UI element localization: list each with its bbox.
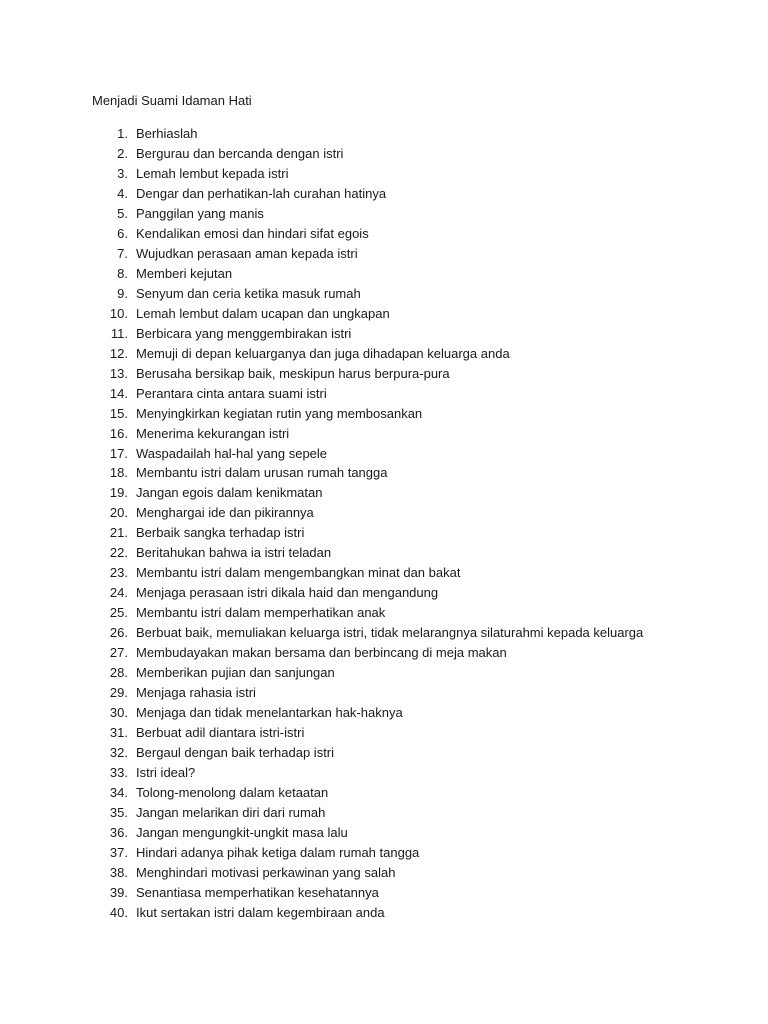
- item-text: Lemah lembut dalam ucapan dan ungkapan: [136, 305, 390, 321]
- list-item: [0, 523, 768, 543]
- item-text: Jangan mengungkit-ungkit masa lalu: [136, 824, 348, 840]
- item-number: 21.: [109, 525, 128, 541]
- item-text: Panggilan yang manis: [136, 205, 264, 221]
- item-text: Membantu istri dalam mengembangkan minat dan bakat: [136, 565, 461, 581]
- item-number: 23.: [109, 565, 128, 581]
- list-item: [0, 863, 768, 883]
- list-item: [0, 623, 768, 643]
- list-item: [0, 304, 768, 324]
- item-text: Menghindari motivasi perkawinan yang salah: [136, 864, 396, 880]
- list-item: [0, 563, 768, 583]
- item-number: 28.: [109, 665, 128, 681]
- item-number: 36.: [109, 824, 128, 840]
- item-text: Hindari adanya pihak ketiga dalam rumah tangga: [136, 844, 420, 860]
- list-item: [0, 763, 768, 783]
- item-text: Tolong-menolong dalam ketaatan: [136, 784, 329, 800]
- document-title: Menjadi Suami Idaman Hati: [92, 93, 252, 108]
- item-number: 15.: [109, 405, 128, 421]
- item-text: Menjaga rahasia istri: [136, 685, 256, 701]
- list-item: [0, 483, 768, 503]
- list-item: [0, 144, 768, 164]
- list-item: [0, 164, 768, 184]
- item-number: 2.: [117, 145, 128, 161]
- item-text: Perantara cinta antara suami istri: [136, 385, 327, 401]
- item-text: Beritahukan bahwa ia istri teladan: [136, 545, 332, 561]
- item-text: Membantu istri dalam urusan rumah tangga: [136, 465, 388, 481]
- item-text: Menerima kekurangan istri: [136, 425, 290, 441]
- item-text: Membudayakan makan bersama dan berbincang di meja makan: [136, 645, 507, 661]
- list-item: [0, 723, 768, 743]
- list-item: [0, 903, 768, 923]
- list-item: [0, 224, 768, 244]
- item-text: Memberikan pujian dan sanjungan: [136, 665, 335, 681]
- list-item: [0, 823, 768, 843]
- list-item: [0, 404, 768, 424]
- item-number: 1.: [117, 126, 128, 141]
- list-item: [0, 703, 768, 723]
- item-number: 37.: [109, 844, 128, 860]
- list-item: [0, 503, 768, 523]
- item-text: Menjaga dan tidak menelantarkan hak-haknya: [136, 705, 403, 721]
- list-item: [0, 783, 768, 803]
- item-number: 32.: [109, 745, 128, 761]
- item-number: 17.: [109, 445, 128, 461]
- item-text: Bergurau dan bercanda dengan istri: [136, 145, 344, 161]
- list-item: [0, 843, 768, 863]
- item-number: 30.: [109, 705, 128, 721]
- item-number: 5.: [117, 205, 128, 221]
- item-number: 13.: [109, 365, 128, 381]
- item-text: Kendalikan emosi dan hindari sifat egois: [136, 225, 369, 241]
- list-item: [0, 583, 768, 603]
- item-text: Istri ideal?: [136, 765, 196, 780]
- list-item: [0, 463, 768, 483]
- item-text: Menghargai ide dan pikirannya: [136, 505, 314, 521]
- item-number: 6.: [117, 225, 128, 241]
- item-text: Berbicara yang menggembirakan istri: [136, 325, 352, 341]
- item-number: 19.: [109, 485, 128, 501]
- item-text: Senyum dan ceria ketika masuk rumah: [136, 285, 361, 301]
- item-text: Jangan melarikan diri dari rumah: [136, 804, 326, 820]
- item-number: 16.: [109, 425, 128, 441]
- item-number: 14.: [109, 385, 128, 401]
- list-item: [0, 364, 768, 384]
- item-text: Bergaul dengan baik terhadap istri: [136, 745, 335, 761]
- list-item: [0, 284, 768, 304]
- item-number: 31.: [109, 725, 128, 741]
- list-item: [0, 384, 768, 404]
- item-number: 3.: [117, 165, 128, 181]
- list-item: [0, 743, 768, 763]
- list-item: [0, 344, 768, 364]
- list-item: [0, 324, 768, 344]
- item-number: 18.: [109, 465, 128, 481]
- list-item: [0, 803, 768, 823]
- item-number: 34.: [109, 784, 128, 800]
- item-number: 40.: [109, 904, 128, 920]
- item-text: Memberi kejutan: [136, 265, 233, 281]
- item-number: 38.: [109, 864, 128, 880]
- item-number: 24.: [109, 585, 128, 601]
- item-text: Membantu istri dalam memperhatikan anak: [136, 605, 386, 621]
- item-number: 22.: [109, 545, 128, 561]
- item-number: 8.: [117, 265, 128, 281]
- list-item: [0, 244, 768, 264]
- item-number: 12.: [109, 345, 128, 361]
- item-number: 27.: [109, 645, 128, 661]
- list-item: [0, 184, 768, 204]
- item-text: Berusaha bersikap baik, meskipun harus berpura-pura: [136, 365, 450, 381]
- list-item: [0, 683, 768, 703]
- item-number: 4.: [117, 185, 128, 201]
- item-text: Menjaga perasaan istri dikala haid dan mengandung: [136, 585, 439, 601]
- item-number: 11.: [110, 325, 128, 341]
- item-text: Menyingkirkan kegiatan rutin yang membosankan: [136, 405, 423, 421]
- list-item: [0, 883, 768, 903]
- item-text: Berbaik sangka terhadap istri: [136, 525, 305, 541]
- item-text: Jangan egois dalam kenikmatan: [136, 485, 323, 501]
- item-number: 9.: [117, 285, 128, 301]
- list-item: [0, 424, 768, 444]
- item-number: 26.: [109, 625, 128, 641]
- item-number: 25.: [109, 605, 128, 621]
- item-number: 33.: [109, 765, 128, 780]
- numbered-list: [0, 124, 768, 923]
- item-number: 20.: [109, 505, 128, 521]
- item-text: Berhiaslah: [136, 126, 198, 141]
- item-number: 39.: [109, 884, 128, 900]
- item-text: Senantiasa memperhatikan kesehatannya: [136, 884, 379, 900]
- list-item: [0, 444, 768, 464]
- list-item: [0, 643, 768, 663]
- item-text: Waspadailah hal-hal yang sepele: [136, 445, 328, 461]
- list-item: [0, 603, 768, 623]
- item-text: Berbuat adil diantara istri-istri: [136, 725, 305, 741]
- list-item: [0, 543, 768, 563]
- item-text: Berbuat baik, memuliakan keluarga istri, tidak melarangnya silaturahmi kepada keluarga: [136, 625, 644, 641]
- item-text: Memuji di depan keluarganya dan juga dihadapan keluarga anda: [136, 345, 510, 361]
- item-number: 35.: [109, 804, 128, 820]
- list-item: [0, 124, 768, 144]
- list-item: [0, 204, 768, 224]
- item-number: 7.: [117, 245, 128, 261]
- list-item: [0, 663, 768, 683]
- item-number: 29.: [109, 685, 128, 701]
- item-text: Ikut sertakan istri dalam kegembiraan anda: [136, 904, 385, 920]
- item-text: Lemah lembut kepada istri: [136, 165, 289, 181]
- item-text: Dengar dan perhatikan-lah curahan hatinya: [136, 185, 387, 201]
- item-number: 10.: [109, 305, 128, 321]
- item-text: Wujudkan perasaan aman kepada istri: [136, 245, 358, 261]
- list-item: [0, 264, 768, 284]
